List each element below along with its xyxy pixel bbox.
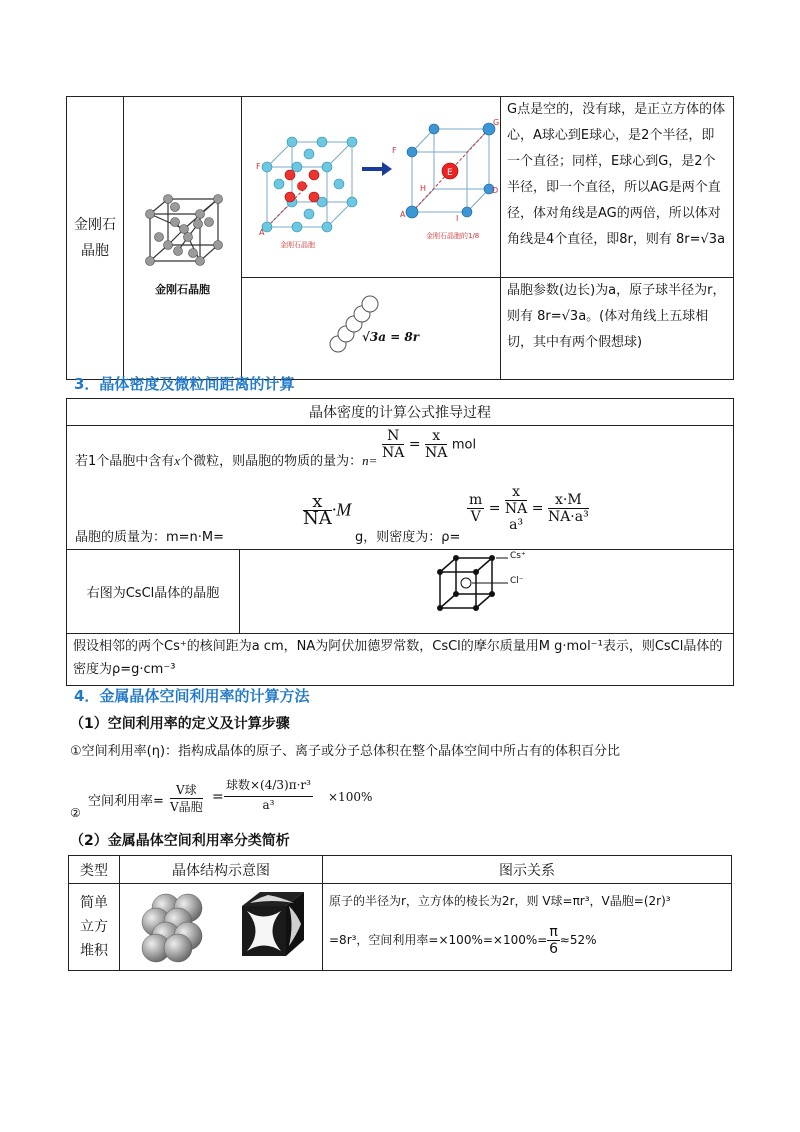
svg-text:G: G [493,118,500,127]
rho-v: V [470,509,481,525]
step2-mark: ② [70,806,81,820]
cs-label: Cs⁺ [510,551,526,561]
cscl-label: 右图为CsCl晶体的晶胞 [86,586,220,601]
relation-pi: π [549,924,558,940]
line2-unit: g，则密度为：ρ= [355,530,461,545]
structure-cell [120,884,323,971]
desc2-text: 晶胞参数(边长)为a，原子球半径为r，则有 8r=√3a。(体对角线上五球相切，其中有两个假想球) [507,283,726,350]
frac-x-den: NA [425,445,448,461]
svg-text:A: A [259,228,265,237]
utilization-formula: ② 空间利用率= V球 V晶胞 = 球数×(4/3)π·r³ a³ ×100% [70,772,370,820]
formula-num: 球数×(4/3)π·r³ [224,774,313,797]
formula-main-frac [224,774,313,813]
rho-mid-na: NA [504,501,528,517]
desc2-cell [501,278,734,380]
frac-x-num: x [425,428,447,445]
desc1-text: G点是空的，没有球，是正立方体的体心，A球心到E球心，是2个半径，即一个直径；同样，E球心到G，是2个半径，即一个直径，所以AG是两个直径，体对角线是AG的两倍，所以体对角线是4个直径，即8r，则有 8r=√3a [507,102,726,247]
formula-tail: ×100% [328,790,373,804]
rho-m: m [469,492,483,508]
relation-line2-text: =8r³，空间利用率=×100%=×100%= [329,933,548,947]
line1-unit: mol [451,437,477,453]
diamond-diagrams-cell [242,97,501,278]
header-relation: 图示关系 [323,856,732,884]
formula-vball: V球 [170,782,203,799]
formula-den: a³ [262,798,275,812]
desc1-cell [501,97,734,278]
frac-n-den: NA [382,445,405,461]
mass-frac-den: NA [303,508,332,529]
section4-heading: 4．金属晶体空间利用率的计算方法 [74,687,310,705]
svg-text:H: H [420,184,427,193]
relation-cell [323,884,732,971]
density-table [66,398,734,686]
derivation-cell [67,426,734,550]
assumption-text: 假设相邻的两个Cs⁺的核间距为a cm，NA为阿伏加德罗常数，CsCl的摩尔质量用M g·mol⁻¹表示，则CsCl晶体的密度为ρ=g·cm⁻³ [73,639,723,677]
relation-line1: 原子的半径为r，立方体的棱长为2r，则 V球=πr³，V晶胞=(2r)³ [329,894,671,908]
assumption-cell [67,634,734,686]
rho-mid-x: x [505,484,527,501]
small-caption-1: 金刚石晶胞 [280,241,315,249]
type-cell [69,884,120,971]
sub1-heading: （1）空间利用率的定义及计算步骤 [70,716,290,732]
five-sphere-chain [242,278,500,375]
line1-text2: 个微粒，则晶胞的物质的量为： [180,454,363,469]
relation-line2 [329,924,725,957]
cscl-label-cell [67,550,240,634]
simple-cubic-figure [120,884,322,966]
rho-final-den: NA·a³ [547,509,589,525]
header-structure: 晶体结构示意图 [120,856,323,884]
diamond-figure-cell [124,97,242,380]
chain-cell [242,278,501,380]
density-table-title: 晶体密度的计算公式推导过程 [309,405,491,421]
frac-n-num: N [382,428,404,445]
cscl-figure-cell [240,550,734,634]
frac-mass: $\frac{x}{NA}$ ·M [303,491,352,529]
line1-eq: n= [362,453,378,468]
sub2-heading: （2）金属晶体空间利用率分类简析 [70,833,290,849]
svg-text:E: E [447,168,453,178]
frac-n-na: $\frac{N}{NA}$ = $\frac{x}{NA}$ mol [382,428,477,461]
relation-approx: ≈52% [559,933,597,947]
density-formula: $\frac{m}{V}$ = x NA a³ = $\frac{x\cdot M}{\text{NA·a³}}$ [469,484,589,533]
cl-label: Cl⁻ [510,576,524,586]
svg-text:F: F [392,146,397,155]
diamond-caption: 金刚石晶胞 [155,283,210,296]
row-type: 简单 立方 堆积 [80,895,108,959]
mass-frac-num: x [303,494,332,511]
formula-v-ratio [170,782,203,815]
diamond-table [66,96,734,380]
svg-text:F: F [256,162,261,171]
formula-vcell: V晶胞 [170,800,203,814]
line1-var: x [174,453,181,468]
svg-text:I: I [456,214,459,223]
rho-final-num: x·M [548,492,589,509]
rho-mid-a3: a³ [509,517,524,533]
svg-text:D: D [492,186,499,195]
formula-lhs: 空间利用率= [88,794,164,809]
relation-six: 6 [549,941,558,957]
row-label: 金刚石 晶胞 [74,217,116,259]
small-caption-2: 金刚石晶胞的1/8 [426,232,480,240]
line1-text: 若1个晶胞中含有 [75,454,175,469]
row-label-cell [67,97,124,380]
diamond-cell-diagrams [242,97,500,273]
density-table-title-cell [67,399,734,426]
chain-formula: √3a = 8r [362,330,420,344]
derivation-line1 [75,450,377,469]
definition-text: ①空间利用率(η)：指构成晶体的原子、离子或分子总体积在整个晶体空间中所占有的体积百分比 [70,744,621,759]
svg-text:A: A [400,210,406,219]
line2-text: 晶胞的质量为：m=n·M= [75,530,225,545]
diamond-cell-figure [128,179,238,279]
packing-table [68,855,732,971]
cscl-cell-figure [240,550,733,629]
header-type: 类型 [69,856,120,884]
section3-heading: 3．晶体密度及微粒间距离的计算 [74,375,295,393]
